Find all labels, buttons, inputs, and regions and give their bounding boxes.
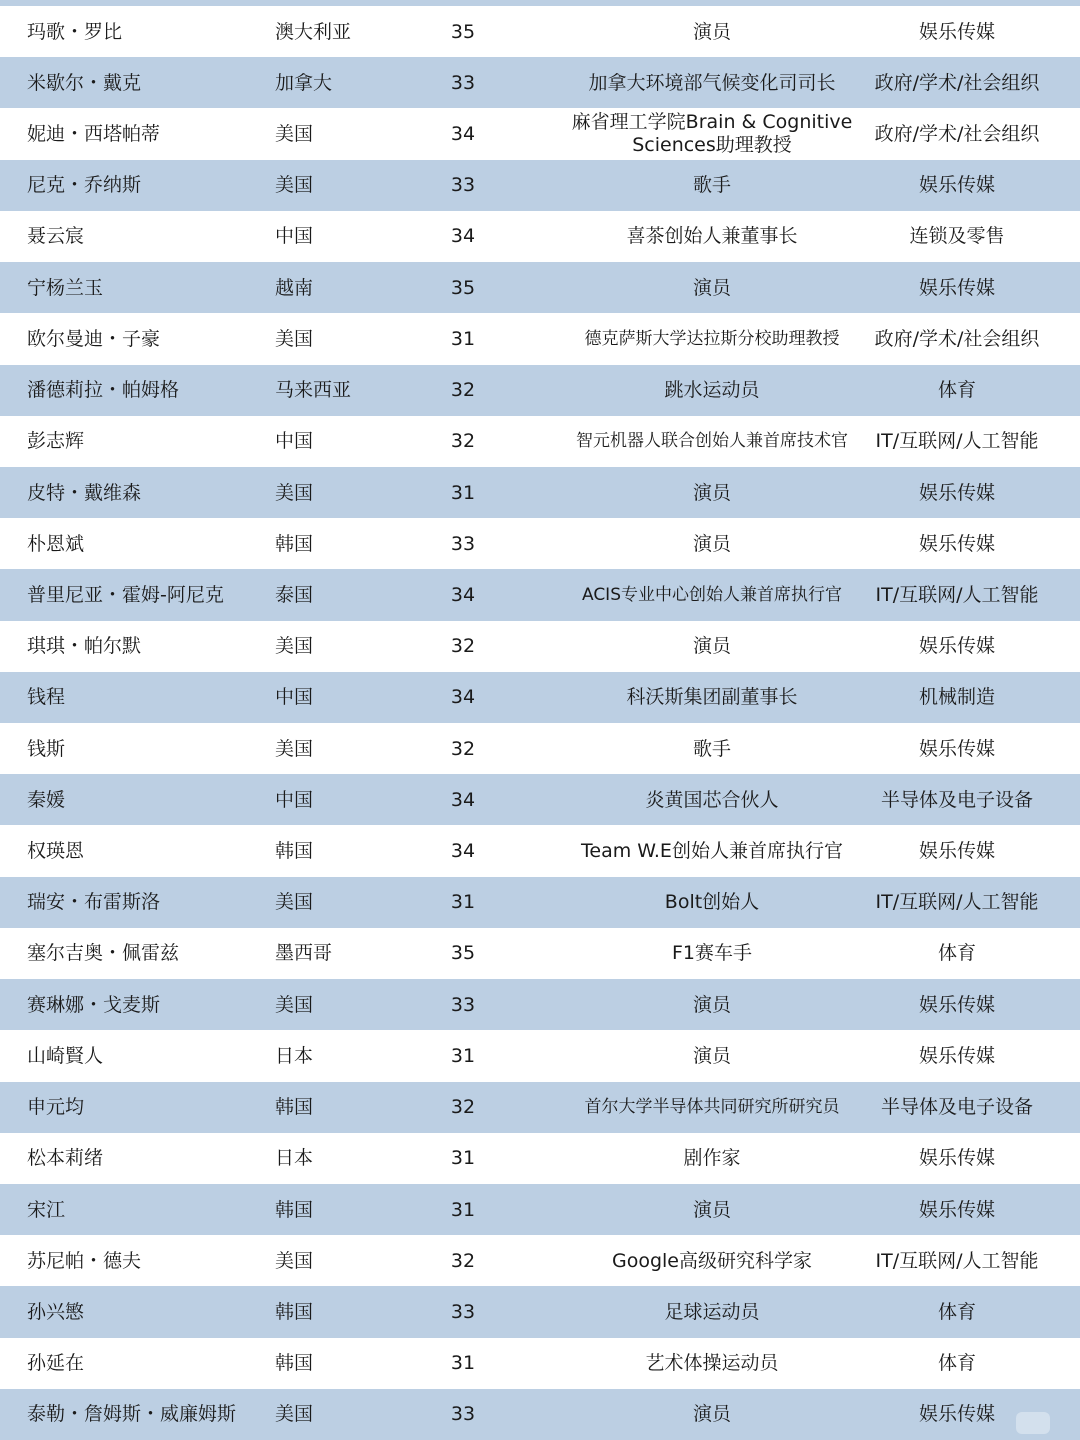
name-cell: 钱程: [27, 686, 66, 709]
age-cell: 35: [450, 276, 476, 299]
table-row: [0, 1082, 1080, 1133]
industry-cell: 娱乐传媒: [918, 1403, 995, 1426]
name-cell: 塞尔吉奥・佩雷兹: [27, 942, 180, 965]
title-cell: 加拿大环境部气候变化司司长: [588, 71, 836, 94]
country-cell: 美国: [275, 123, 314, 146]
name-cell: 苏尼帕・德夫: [27, 1249, 142, 1272]
name-cell: 钱斯: [27, 737, 66, 760]
name-cell: 权瑛恩: [27, 840, 85, 863]
age-cell: 34: [450, 788, 476, 811]
age-cell: 33: [450, 1403, 476, 1426]
country-cell: 韩国: [275, 1352, 314, 1375]
name-cell: 潘德莉拉・帕姆格: [27, 379, 180, 402]
industry-cell: 娱乐传媒: [918, 1198, 995, 1221]
country-cell: 韩国: [275, 532, 314, 555]
table-row: [0, 1286, 1080, 1337]
table-row: [0, 774, 1080, 825]
age-cell: 31: [450, 1198, 476, 1221]
industry-cell: 政府/学术/社会组织: [874, 123, 1040, 146]
table-row: [0, 928, 1080, 979]
table-row: [0, 6, 1080, 57]
industry-cell: 政府/学术/社会组织: [874, 71, 1040, 94]
country-cell: 中国: [275, 225, 314, 248]
country-cell: 美国: [275, 481, 314, 504]
country-cell: 韩国: [275, 840, 314, 863]
name-cell: 普里尼亚・霍姆-阿尼克: [27, 583, 224, 606]
name-cell: 妮迪・西塔帕蒂: [27, 123, 161, 146]
title-cell: 炎黄国芯合伙人: [645, 788, 779, 811]
table-row: [0, 160, 1080, 211]
industry-cell: 娱乐传媒: [918, 1147, 995, 1170]
title-cell: 艺术体操运动员: [645, 1352, 779, 1375]
title-cell: ACIS专业中心创始人兼首席执行官: [581, 584, 842, 605]
industry-cell: 娱乐传媒: [918, 532, 995, 555]
table-row: [0, 365, 1080, 416]
title-cell: 首尔大学半导体共同研究所研究员: [584, 1097, 840, 1118]
country-cell: 墨西哥: [275, 942, 333, 965]
country-cell: 韩国: [275, 1096, 314, 1119]
industry-cell: 娱乐传媒: [918, 174, 995, 197]
age-cell: 33: [450, 532, 476, 555]
industry-cell: 连锁及零售: [909, 225, 1005, 248]
country-cell: 日本: [275, 1044, 314, 1067]
title-cell: 演员: [692, 1044, 731, 1067]
title-cell: Team W.E创始人兼首席执行官: [581, 840, 843, 863]
country-cell: 中国: [275, 686, 314, 709]
industry-cell: 娱乐传媒: [918, 20, 995, 43]
industry-cell: 体育: [937, 942, 976, 965]
age-cell: 34: [450, 225, 476, 248]
name-cell: 孙兴慜: [27, 1300, 85, 1323]
age-cell: 32: [450, 737, 476, 760]
country-cell: 美国: [275, 1403, 314, 1426]
table-row: [0, 518, 1080, 569]
age-cell: 33: [450, 993, 476, 1016]
title-cell: 智元机器人联合创始人兼首席技术官: [576, 431, 848, 452]
table-row: [0, 877, 1080, 928]
age-cell: 35: [450, 942, 476, 965]
table-row: [0, 672, 1080, 723]
table-row: [0, 1235, 1080, 1286]
name-cell: 聂云宸: [27, 225, 85, 248]
age-cell: 34: [450, 583, 476, 606]
country-cell: 韩国: [275, 1198, 314, 1221]
name-cell: 孙延在: [27, 1352, 85, 1375]
table-row: [0, 416, 1080, 467]
age-cell: 32: [450, 635, 476, 658]
country-cell: 澳大利亚: [275, 20, 352, 43]
title-cell: 演员: [692, 276, 731, 299]
table-row: [0, 825, 1080, 876]
age-cell: 32: [450, 1096, 476, 1119]
age-cell: 32: [450, 379, 476, 402]
country-cell: 韩国: [275, 1300, 314, 1323]
table-row: [0, 723, 1080, 774]
age-cell: 31: [450, 1147, 476, 1170]
name-cell: 彭志辉: [27, 430, 85, 453]
industry-cell: IT/互联网/人工智能: [875, 430, 1039, 453]
age-cell: 34: [450, 840, 476, 863]
title-cell: 演员: [692, 1198, 731, 1221]
industry-cell: 政府/学术/社会组织: [874, 327, 1040, 350]
age-cell: 32: [450, 1249, 476, 1272]
age-cell: 31: [450, 481, 476, 504]
industry-cell: IT/互联网/人工智能: [875, 891, 1039, 914]
title-cell: 演员: [692, 532, 731, 555]
country-cell: 中国: [275, 430, 314, 453]
country-cell: 美国: [275, 1249, 314, 1272]
watermark-badge: [1016, 1412, 1050, 1434]
age-cell: 34: [450, 686, 476, 709]
name-cell: 申元均: [27, 1096, 85, 1119]
name-cell: 琪琪・帕尔默: [27, 635, 142, 658]
country-cell: 美国: [275, 635, 314, 658]
industry-cell: 娱乐传媒: [918, 635, 995, 658]
age-cell: 32: [450, 430, 476, 453]
table-row: [0, 313, 1080, 364]
name-cell: 朴恩斌: [27, 532, 85, 555]
title-cell: 跳水运动员: [664, 379, 760, 402]
industry-cell: 半导体及电子设备: [880, 1096, 1033, 1119]
name-cell: 赛琳娜・戈麦斯: [27, 993, 161, 1016]
title-cell: 剧作家: [683, 1147, 741, 1170]
table-row: [0, 1030, 1080, 1081]
name-cell: 山崎賢人: [27, 1044, 104, 1067]
title-cell: Bolt创始人: [664, 891, 760, 914]
title-cell: F1赛车手: [671, 942, 753, 965]
title-cell: 德克萨斯大学达拉斯分校助理教授: [584, 328, 840, 349]
table-row: [0, 467, 1080, 518]
name-cell: 宋江: [27, 1198, 66, 1221]
age-cell: 33: [450, 71, 476, 94]
industry-cell: 半导体及电子设备: [880, 788, 1033, 811]
title-cell: 演员: [692, 20, 731, 43]
country-cell: 日本: [275, 1147, 314, 1170]
title-cell: 演员: [692, 481, 731, 504]
table-row: [0, 1184, 1080, 1235]
country-cell: 美国: [275, 174, 314, 197]
name-cell: 尼克・乔纳斯: [27, 174, 142, 197]
country-cell: 美国: [275, 737, 314, 760]
industry-cell: 体育: [937, 1352, 976, 1375]
name-cell: 瑞安・布雷斯洛: [27, 891, 161, 914]
industry-cell: IT/互联网/人工智能: [875, 583, 1039, 606]
country-cell: 美国: [275, 327, 314, 350]
country-cell: 马来西亚: [275, 379, 352, 402]
industry-cell: 娱乐传媒: [918, 276, 995, 299]
table-row: [0, 262, 1080, 313]
name-cell: 泰勒・詹姆斯・威廉姆斯: [27, 1403, 237, 1426]
title-cell: 足球运动员: [664, 1300, 760, 1323]
country-cell: 加拿大: [275, 71, 333, 94]
title-cell: Google高级研究科学家: [611, 1249, 812, 1272]
name-cell: 松本莉绪: [27, 1147, 104, 1170]
table-row: [0, 1133, 1080, 1184]
table-row: [0, 979, 1080, 1030]
name-cell: 秦媛: [27, 788, 66, 811]
age-cell: 35: [450, 20, 476, 43]
name-cell: 宁杨兰玉: [27, 276, 104, 299]
age-cell: 34: [450, 123, 476, 146]
table-row: [0, 211, 1080, 262]
name-cell: 米歇尔・戴克: [27, 71, 142, 94]
table-row: [0, 57, 1080, 108]
name-cell: 玛歌・罗比: [27, 20, 123, 43]
country-cell: 中国: [275, 788, 314, 811]
age-cell: 33: [450, 174, 476, 197]
age-cell: 31: [450, 891, 476, 914]
title-cell: 科沃斯集团副董事长: [626, 686, 798, 709]
table-row: [0, 569, 1080, 620]
industry-cell: 体育: [937, 379, 976, 402]
title-cell: 喜茶创始人兼董事长: [626, 225, 798, 248]
age-cell: 31: [450, 327, 476, 350]
table-row: [0, 1389, 1080, 1440]
age-cell: 31: [450, 1352, 476, 1375]
title-cell: 演员: [692, 1403, 731, 1426]
table-row: [0, 1338, 1080, 1389]
country-cell: 美国: [275, 993, 314, 1016]
country-cell: 美国: [275, 891, 314, 914]
title-cell: 演员: [692, 993, 731, 1016]
title-cell: 歌手: [692, 174, 731, 197]
age-cell: 31: [450, 1044, 476, 1067]
country-cell: 越南: [275, 276, 314, 299]
industry-cell: 机械制造: [918, 686, 995, 709]
country-cell: 泰国: [275, 583, 314, 606]
table-row: [0, 621, 1080, 672]
industry-cell: 娱乐传媒: [918, 993, 995, 1016]
age-cell: 33: [450, 1300, 476, 1323]
title-cell: 歌手: [692, 737, 731, 760]
name-cell: 欧尔曼迪・子豪: [27, 327, 161, 350]
industry-cell: 娱乐传媒: [918, 1044, 995, 1067]
industry-cell: 娱乐传媒: [918, 737, 995, 760]
industry-cell: 娱乐传媒: [918, 840, 995, 863]
table-row: [0, 108, 1080, 159]
name-cell: 皮特・戴维森: [27, 481, 142, 504]
industry-cell: IT/互联网/人工智能: [875, 1249, 1039, 1272]
title-cell: 麻省理工学院Brain & Cognitive Sciences助理教授: [571, 111, 853, 157]
title-cell: 演员: [692, 635, 731, 658]
industry-cell: 娱乐传媒: [918, 481, 995, 504]
industry-cell: 体育: [937, 1300, 976, 1323]
